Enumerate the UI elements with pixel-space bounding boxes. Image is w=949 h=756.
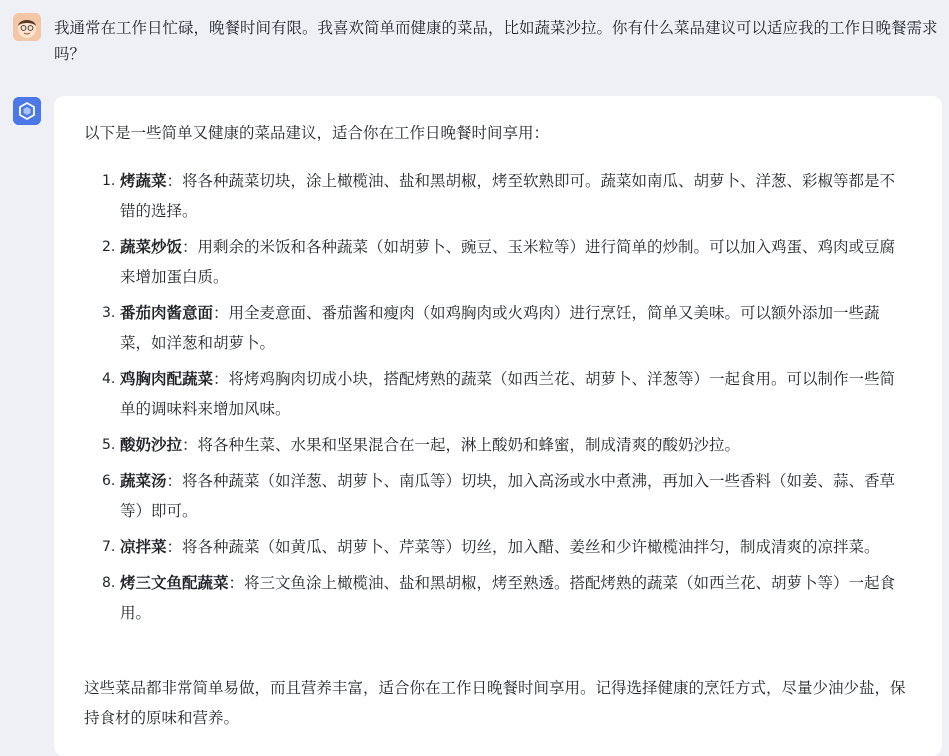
suggestion-list <box>84 166 909 634</box>
list-item-number: 5. <box>102 437 116 453</box>
list-item <box>84 298 909 358</box>
assistant-outro: 这些菜品都非常简单易做，而且营养丰富，适合你在工作日晚餐时间享用。记得选择健康的烹饪方式，尽量少油少盐，保持食材的原味和营养。 <box>84 679 906 727</box>
assistant-intro: 以下是一些简单又健康的菜品建议，适合你在工作日晚餐时间享用： <box>84 124 550 142</box>
list-item-number: 4. <box>102 371 116 387</box>
list-item-text: ：将烤鸡胸肉切成小块，搭配烤熟的蔬菜（如西兰花、胡萝卜、洋葱等）一起食用。可以制作一些简单的调味料来增加风味。 <box>120 370 896 418</box>
list-item-number: 7. <box>102 539 116 555</box>
list-item <box>84 532 909 562</box>
assistant-message-bubble <box>54 96 942 756</box>
list-item-text: ：将各种蔬菜（如黄瓜、胡萝卜、芹菜等）切丝，加入醋、姜丝和少许橄榄油拌匀，制成清爽的凉拌菜。 <box>166 538 880 556</box>
list-item <box>84 430 909 460</box>
list-item-number: 1. <box>102 173 116 189</box>
list-item-text: ：将各种生菜、水果和坚果混合在一起，淋上酸奶和蜂蜜，制成清爽的酸奶沙拉。 <box>182 436 741 454</box>
list-item <box>84 166 909 226</box>
list-item-title: 烤三文鱼配蔬菜 <box>120 574 229 592</box>
list-item-title: 蔬菜汤 <box>120 472 167 490</box>
list-item-title: 鸡胸肉配蔬菜 <box>120 370 214 388</box>
list-item <box>84 364 909 424</box>
list-item-title: 酸奶沙拉 <box>120 436 183 454</box>
list-item-title: 番茄肉酱意面 <box>120 304 214 322</box>
list-item <box>84 466 909 526</box>
assistant-logo-icon <box>13 97 41 125</box>
list-item-number: 3. <box>102 305 116 321</box>
list-item-title: 烤蔬菜 <box>120 172 167 190</box>
list-item-text: ：将各种蔬菜切块，涂上橄榄油、盐和黑胡椒，烤至软熟即可。蔬菜如南瓜、胡萝卜、洋葱、彩椒等都是不错的选择。 <box>120 172 896 220</box>
list-item <box>84 568 909 628</box>
list-item-text: ：将各种蔬菜（如洋葱、胡萝卜、南瓜等）切块，加入高汤或水中煮沸，再加入一些香料（如姜、蒜、香草等）即可。 <box>120 472 896 520</box>
list-item-title: 凉拌菜 <box>120 538 167 556</box>
user-message-text: 我通常在工作日忙碌，晚餐时间有限。我喜欢简单而健康的菜品，比如蔬菜沙拉。你有什么菜品建议可以适应我的工作日晚餐需求吗？ <box>54 19 938 63</box>
user-message <box>0 0 949 88</box>
list-item-title: 蔬菜炒饭 <box>120 238 183 256</box>
list-item-text: ：用剩余的米饭和各种蔬菜（如胡萝卜、豌豆、玉米粒等）进行简单的炒制。可以加入鸡蛋、鸡肉或豆腐来增加蛋白质。 <box>120 238 896 286</box>
list-item-number: 6. <box>102 473 116 489</box>
list-item-number: 2. <box>102 239 116 255</box>
list-item <box>84 232 909 292</box>
list-item-number: 8. <box>102 575 116 591</box>
user-avatar-icon <box>13 13 41 41</box>
list-item-text: ：将三文鱼涂上橄榄油、盐和黑胡椒，烤至熟透。搭配烤熟的蔬菜（如西兰花、胡萝卜等）一起食用。 <box>120 574 896 622</box>
list-item-text: ：用全麦意面、番茄酱和瘦肉（如鸡胸肉或火鸡肉）进行烹饪，简单又美味。可以额外添加一些蔬菜，如洋葱和胡萝卜。 <box>120 304 880 352</box>
